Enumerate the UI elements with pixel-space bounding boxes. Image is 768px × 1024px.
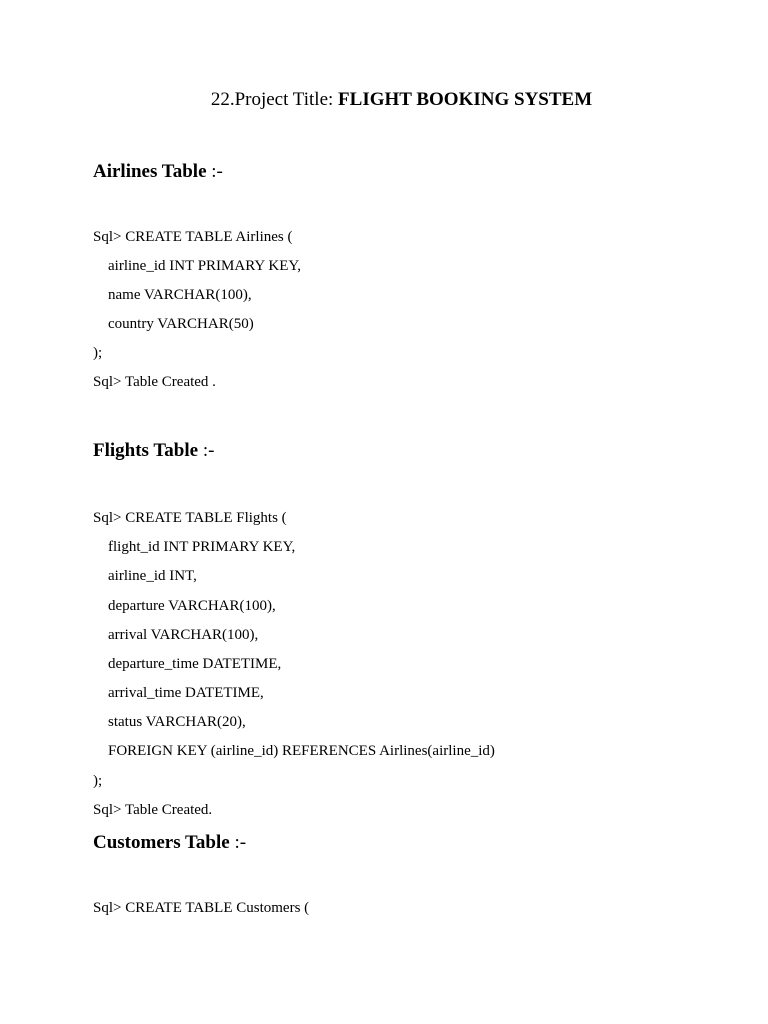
flights-sql-line: departure_time DATETIME, (108, 656, 282, 672)
page-title-prefix: 22.Project Title: (210, 89, 339, 110)
flights-sql-line: ); (93, 773, 103, 789)
flights-heading-suffix: :- (198, 440, 215, 461)
airlines-sql-line: Sql> CREATE TABLE Airlines ( (93, 229, 293, 245)
flights-sql-line: departure VARCHAR(100), (108, 598, 276, 614)
flights-sql-result: Sql> Table Created. (93, 802, 213, 818)
flights-heading-text: Flights Table (93, 440, 199, 461)
airlines-sql-line: ); (93, 345, 103, 361)
airlines-section-heading (93, 160, 223, 184)
flights-sql-line: flight_id INT PRIMARY KEY, (108, 539, 296, 555)
airlines-sql-line: airline_id INT PRIMARY KEY, (108, 258, 302, 274)
customers-section-heading (93, 831, 246, 855)
flights-sql-line: Sql> CREATE TABLE Flights ( (93, 510, 287, 526)
flights-sql-line: status VARCHAR(20), (108, 714, 246, 730)
customers-heading-text: Customers Table (93, 832, 230, 853)
airlines-heading-text: Airlines Table (93, 161, 207, 182)
customers-heading-suffix: :- (229, 832, 247, 853)
flights-sql-line: arrival VARCHAR(100), (108, 627, 259, 643)
customers-sql-line: Sql> CREATE TABLE Customers ( (93, 900, 310, 916)
page-title (0, 88, 768, 112)
page-title-name: FLIGHT BOOKING SYSTEM (338, 89, 593, 110)
airlines-heading-suffix: :- (206, 161, 223, 182)
airlines-sql-line: country VARCHAR(50) (108, 316, 254, 332)
flights-section-heading (93, 439, 214, 463)
airlines-sql-line: name VARCHAR(100), (108, 287, 252, 303)
flights-sql-line: FOREIGN KEY (airline_id) REFERENCES Airlines(airline_id) (108, 743, 495, 759)
airlines-sql-result: Sql> Table Created . (93, 374, 216, 390)
flights-sql-line: airline_id INT, (108, 568, 197, 584)
flights-sql-line: arrival_time DATETIME, (108, 685, 264, 701)
